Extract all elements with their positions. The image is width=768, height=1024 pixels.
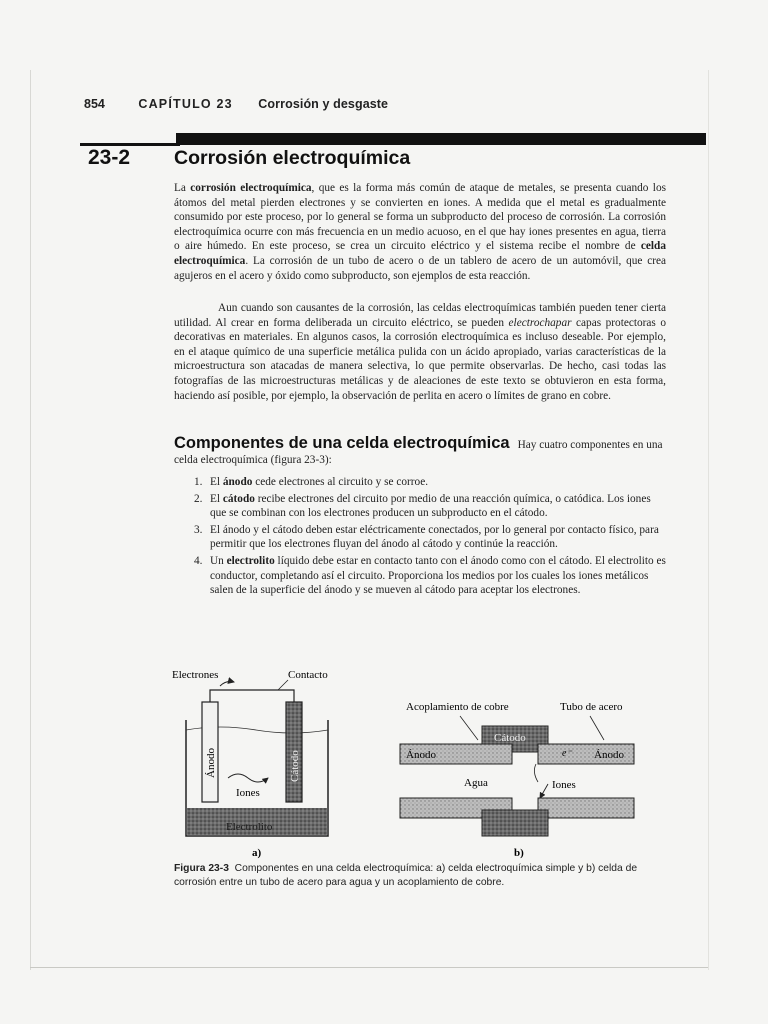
subsection-heading [174, 436, 666, 467]
paragraph-1: La corrosión electroquímica, que es la forma más común de ataque de metales, se presenta cuando los átomos del metal pierden electrones y se convierten en iones. A medida que el metal es gradualmente consumido por este proceso, por lo general se forma un subproducto del proceso de corrosión. La corrosión electroquímica ocurre con más frecuencia en un medio acuoso, en el que hay iones presentes en agua, tierra o aire húmedo. En este proceso, se crea un circuito eléctrico y el sistema recibe el nombre de celda electroquímica. La corrosión de un tubo de acero o de un tablero de acero de un automóvil, que crea agujeros en el acero y óxido como subproducto, son ejemplos de esta reacción. [174, 182, 666, 282]
term-corrosion-electroquimica: corrosión electroquímica [190, 182, 312, 194]
subsection-title: Componentes de una celda electroquímica [174, 434, 510, 452]
contacto-leader [278, 680, 288, 690]
label-iones-a: Iones [236, 787, 260, 799]
electron-flow-arrow [220, 682, 234, 687]
figure-a-label: a) [252, 847, 262, 859]
label-acoplamiento: Acoplamiento de cobre [406, 701, 509, 713]
contact-wire [210, 690, 294, 702]
list-item: 3. El ánodo y el cátodo deben estar eléctricamente conectados, por lo general por contacto físico, para permitir que los electrones fluyan del ánodo al cátodo y continúe la reacción. [194, 523, 659, 551]
subsection-intro: Hay cuatro componentes en una celda electroquímica (figura 23-3): [174, 439, 663, 466]
tubo-leader [590, 716, 604, 740]
label-catodo-b: Cátodo [494, 732, 526, 744]
label-electrones: Electrones [172, 669, 219, 681]
running-header [84, 97, 388, 111]
page-edge-right [708, 70, 709, 970]
chapter-label: CAPÍTULO 23 [138, 97, 233, 111]
acoplamiento-leader [460, 716, 478, 740]
figure-caption [174, 862, 644, 889]
label-anodo-left: Ánodo [406, 749, 436, 761]
list-item: 2. El cátodo recibe electrones del circuito por medio de una reacción química, o catódica. Los iones que se combinan con los electrones producen un subproducto en el cátodo. [194, 492, 651, 520]
ions-arrow-b [540, 784, 548, 798]
caption-text: Componentes en una celda electroquímica: a) celda electroquímica simple y b) celda de corrosión entre un tubo de acero para agua y un acoplamiento de cobre. [174, 863, 638, 888]
list-item: 1. El ánodo cede electrones al circuito y se corroe. [194, 476, 429, 488]
label-electrolito: Electrolito [226, 821, 273, 833]
caption-label: Figura 23-3 [174, 863, 229, 874]
copper-coupling-bottom [482, 810, 548, 836]
label-tubo-acero: Tubo de acero [560, 701, 623, 713]
figure-23-3 [160, 660, 650, 860]
label-electron: e⁻ [562, 748, 572, 759]
term-celda-electroquimica: celda electroquímica [174, 240, 666, 267]
section-rule-bar [176, 133, 706, 145]
label-anodo: Ánodo [205, 748, 217, 778]
list-item: 4. Un electrolito líquido debe estar en contacto tanto con el ánodo como con el cátodo. El electrolito es conductor, completando así el circuito. Proporciona los medios por los cuales los iones metálicos salen de la superficie del ánodo y se mueven al cátodo para aceptar los electrones. [194, 554, 666, 597]
page-edge-left [30, 70, 31, 970]
term-electrochapar: electrochapar [508, 316, 572, 329]
label-contacto: Contacto [288, 669, 328, 681]
figure-a-simple-cell [172, 669, 328, 859]
page-bottom-line [30, 967, 708, 968]
label-anodo-right: Ánodo [594, 749, 624, 761]
figure-b-pipe-cell [400, 701, 634, 859]
figure-b-label: b) [514, 847, 524, 859]
label-agua: Agua [464, 777, 488, 789]
section-title: Corrosión electroquímica [174, 147, 411, 169]
steel-pipe-bottom-right [538, 798, 634, 818]
label-catodo: Cátodo [289, 750, 301, 782]
components-list [194, 475, 666, 600]
section-number: 23-2 [88, 146, 131, 169]
ions-flow-arrow [228, 774, 268, 782]
chapter-title: Corrosión y desgaste [258, 97, 389, 111]
page-number: 854 [84, 97, 105, 111]
label-iones-b: Iones [552, 779, 576, 791]
paragraph-2: Aun cuando son causantes de la corrosión, las celdas electroquímicas también pueden tener cierta utilidad. Al crear en forma deliberada un circuito eléctrico, se pueden electrochapar capas protectoras o decorativas en materiales. En algunos casos, la corrosión electroquímica es incluso deseable. Por ejemplo, en el ataque químico de una superficie metálica pulida con un ácido apropiado, varias características de la microestructura son atacadas de manera selectiva, lo que permite observarlas. De hecho, casi todas las fotografías de las microestructuras metálicas y de aleaciones de este texto se obtuvieron en esta forma, haciendo así posible, por ejemplo, la observación de perlita en acero o límites de grano en cobre. [174, 302, 666, 402]
electron-arrow [534, 764, 538, 782]
